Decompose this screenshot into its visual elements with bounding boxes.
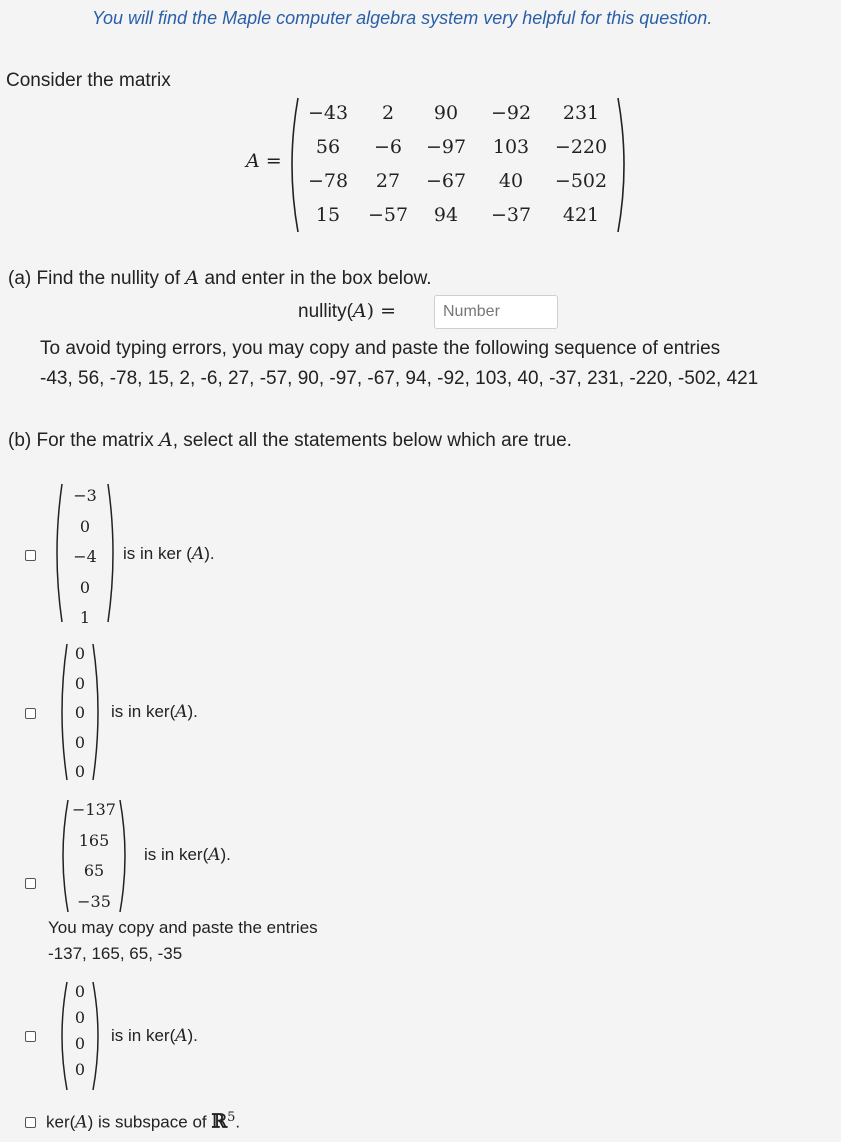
option-5-exp: 5 (227, 1110, 236, 1125)
option-3-note: You may copy and paste the entries (48, 918, 318, 937)
intro-text: Consider the matrix (6, 70, 171, 91)
option-2-text (111, 702, 198, 722)
nullity-close: ) = (366, 300, 397, 322)
option-5-checkbox[interactable] (25, 1117, 36, 1128)
matrix-cell-r1-c4: −92 (490, 102, 532, 124)
vector-entry-5: 1 (79, 608, 91, 627)
option-5-space: ℝ (211, 1110, 228, 1133)
option-1-checkbox[interactable] (25, 550, 36, 561)
option-2-post: ). (187, 702, 198, 721)
option-5-mid: ) is subspace of (87, 1112, 212, 1132)
option-5-post: . (235, 1112, 241, 1132)
matrix-cell-r1-c5: 231 (562, 102, 600, 124)
option-2-vector (57, 642, 103, 782)
vector-entry-1: 0 (74, 982, 86, 1001)
matrix-cell-r2-c4: 103 (492, 136, 530, 158)
option-3-post: ). (220, 845, 231, 864)
part-b-var: A (158, 429, 173, 451)
option-5-var: A (75, 1112, 88, 1133)
vector-entry-3: −4 (73, 547, 97, 566)
matrix-cell-r3-c2: 27 (375, 170, 401, 192)
option-1-pre: is in ker ( (123, 544, 192, 563)
option-4-vector (57, 980, 103, 1092)
option-3-pre: is in ker( (144, 845, 209, 864)
part-b-prefix: (b) For the matrix (8, 430, 154, 451)
vector-entry-4: 0 (74, 732, 86, 752)
matrix-cell-r4-c5: 421 (562, 204, 600, 226)
option-1-text (123, 544, 215, 564)
option-4-pre: is in ker( (111, 1026, 176, 1045)
nullity-var: A (352, 300, 367, 322)
vector-entry-2: 165 (78, 830, 110, 850)
option-2-checkbox[interactable] (25, 708, 36, 719)
part-a-suffix: and enter in the box below. (204, 268, 432, 289)
vector-entry-4: 0 (79, 577, 91, 597)
option-2-pre: is in ker( (111, 702, 176, 721)
matrix-cell-r4-c4: −37 (490, 204, 532, 226)
matrix-cell-r2-c1: 56 (315, 136, 341, 158)
matrix-cell-r1-c1: −43 (307, 102, 349, 124)
option-4-text (111, 1026, 198, 1046)
matrix-cell-r2-c2: −6 (373, 136, 402, 158)
part-a-var: A (185, 267, 200, 289)
option-1-var: A (191, 544, 205, 564)
part-b-prompt (8, 429, 572, 452)
nullity-label (298, 300, 396, 323)
maple-hint: You will find the Maple computer algebra system very helpful for this question. (92, 8, 713, 28)
part-a-prompt (8, 267, 432, 290)
nullity-word: nullity( (298, 301, 353, 322)
vector-entry-2: 0 (74, 1008, 86, 1027)
vector-entry-1: −3 (73, 486, 97, 505)
matrix-cell-r3-c5: −502 (554, 170, 608, 192)
option-4-var: A (175, 1026, 188, 1046)
matrix-cell-r3-c3: −67 (425, 170, 467, 192)
vector-entry-2: 0 (74, 673, 86, 693)
matrix-cell-r3-c1: −78 (307, 170, 349, 192)
option-1-post: ). (204, 544, 215, 563)
option-5-pre: ker( (46, 1112, 76, 1132)
right-paren (616, 96, 630, 234)
vector-entry-2: 0 (79, 516, 91, 536)
matrix-a (286, 96, 630, 234)
vector-entry-1: 0 (74, 644, 86, 663)
vector-entry-3: 0 (74, 703, 86, 722)
option-5-text (46, 1110, 240, 1133)
matrix-cell-r1-c2: 2 (381, 102, 395, 124)
matrix-cell-r4-c1: 15 (315, 204, 341, 226)
matrix-cell-r2-c3: −97 (425, 136, 467, 158)
option-4-post: ). (187, 1026, 198, 1045)
matrix-label (246, 150, 282, 173)
nullity-input[interactable] (434, 295, 558, 329)
matrix-label-text: A = (246, 150, 282, 172)
entries-sequence: -43, 56, -78, 15, 2, -6, 27, -57, 90, -97, -67, 94, -92, 103, 40, -37, 231, -220, -502, 421 (40, 368, 759, 389)
option-3-note-values: -137, 165, 65, -35 (48, 944, 183, 963)
matrix-cell-r4-c3: 94 (433, 204, 459, 226)
part-b-suffix: , select all the statements below which are true. (172, 430, 572, 451)
vector-entry-4: −35 (77, 891, 111, 911)
vector-entry-3: 65 (83, 861, 105, 880)
matrix-cell-r1-c3: 90 (433, 102, 459, 124)
option-4-checkbox[interactable] (25, 1031, 36, 1042)
matrix-cell-r2-c5: −220 (554, 136, 608, 158)
option-3-vector (58, 798, 130, 914)
vector-entry-1: −137 (72, 800, 116, 819)
vector-entry-4: 0 (74, 1060, 86, 1079)
option-2-var: A (175, 702, 188, 722)
matrix-cell-r3-c4: 40 (498, 170, 524, 192)
matrix-cell-r4-c2: −57 (367, 204, 409, 226)
vector-entry-3: 0 (74, 1034, 86, 1053)
option-3-checkbox[interactable] (25, 878, 36, 889)
option-3-var: A (208, 845, 221, 865)
vector-entry-5: 0 (74, 762, 86, 781)
part-a-prefix: (a) Find the nullity of (8, 268, 181, 289)
copy-note: To avoid typing errors, you may copy and paste the following sequence of entries (40, 338, 721, 359)
option-3-text (144, 845, 231, 865)
option-1-vector (52, 482, 118, 627)
